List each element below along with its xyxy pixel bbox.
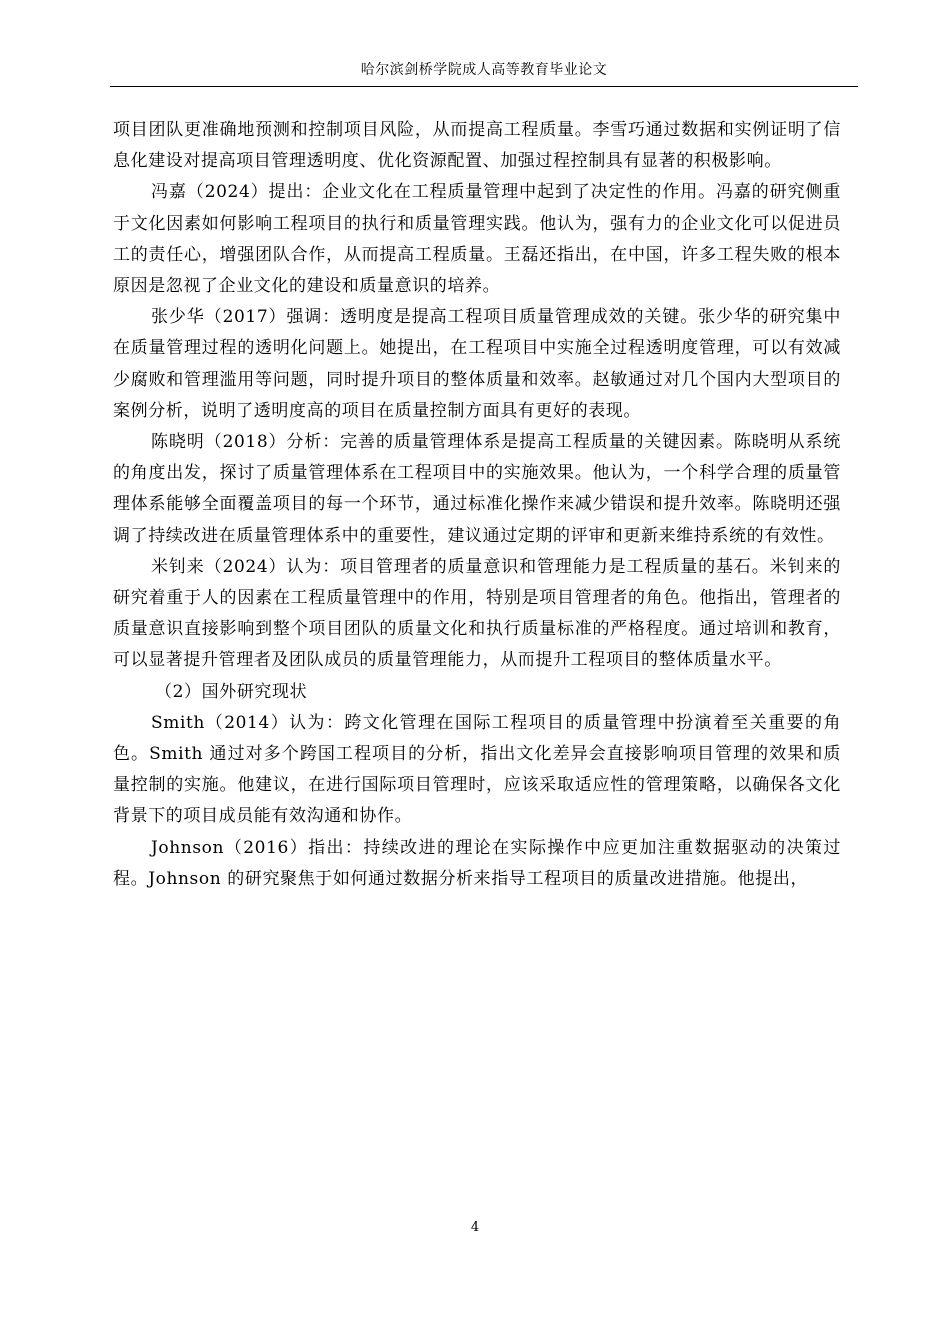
paragraph-johnson: Johnson（2016）指出：持续改进的理论在实际操作中应更加注重数据驱动的决策过程。Johnson 的研究聚焦于如何通过数据分析来指导工程项目的质量改进措施。他提出，: [113, 837, 841, 889]
paragraph-feng-jia: 冯嘉（2024）提出：企业文化在工程质量管理中起到了决定性的作用。冯嘉的研究侧重于文化因素如何影响工程项目的执行和质量管理实践。他认为，强有力的企业文化可以促进员工的责任心，增强团队合作，从而提高工程质量。王磊还指出，在中国，许多工程失败的根本原因是忽视了企业文化的建设和质量意识的培养。: [113, 182, 841, 297]
page-header: 哈尔滨剑桥学院成人高等教育毕业论文: [360, 62, 608, 78]
paragraph-smith: Smith（2014）认为：跨文化管理在国际工程项目的质量管理中扮演着至关重要的角色。Smith 通过对多个跨国工程项目的分析，指出文化差异会直接影响项目管理的效果和质量控制的实施。他建议，在进行国际项目管理时，应该采取适应性的管理策略，以确保各文化背景下的项目成员能有效沟通和协作。: [113, 712, 841, 827]
document-body: [113, 115, 841, 895]
paragraph-chen-xiaoming: 陈晓明（2018）分析：完善的质量管理体系是提高工程质量的关键因素。陈晓明从系统的角度出发，探讨了质量管理体系在工程项目中的实施效果。他认为，一个科学合理的质量管理体系能够全面覆盖项目的每一个环节，通过标准化操作来减少错误和提升效率。陈晓明还强调了持续改进在质量管理体系中的重要性，建议通过定期的评审和更新来维持系统的有效性。: [113, 432, 841, 546]
paragraph-continuation: 项目团队更准确地预测和控制项目风险，从而提高工程质量。李雪巧通过数据和实例证明了信息化建设对提高项目管理透明度、优化资源配置、加强过程控制具有显著的积极影响。: [113, 120, 841, 172]
section-heading-foreign-research: （2）国外研究现状: [155, 681, 308, 702]
paragraph-zhang-shaohua: 张少华（2017）强调：透明度是提高工程项目质量管理成效的关键。张少华的研究集中在质量管理过程的透明化问题上。她提出，在工程项目中实施全过程透明度管理，可以有效减少腐败和管理滥用等问题，同时提升项目的整体质量和效率。赵敏通过对几个国内大型项目的案例分析，说明了透明度高的项目在质量控制方面具有更好的表现。: [113, 307, 841, 421]
header-divider: [110, 86, 858, 87]
page-number: 4: [470, 1220, 480, 1235]
paragraph-mi-zhaolai: 米钊来（2024）认为：项目管理者的质量意识和管理能力是工程质量的基石。米钊来的研究着重于人的因素在工程质量管理中的作用，特别是项目管理者的角色。他指出，管理者的质量意识直接影响到整个项目团队的质量文化和执行质量标准的严格程度。通过培训和教育，可以显著提升管理者及团队成员的质量管理能力，从而提升工程项目的整体质量水平。: [113, 556, 841, 671]
